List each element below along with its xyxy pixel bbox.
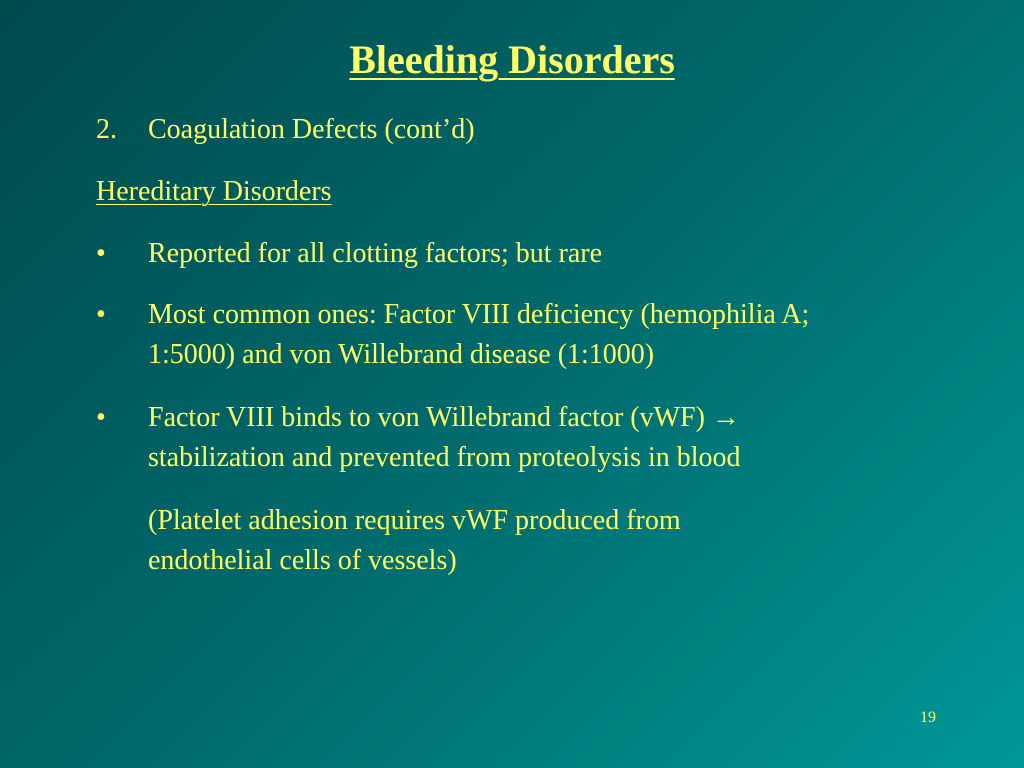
slide-title: Bleeding Disorders <box>349 37 675 82</box>
bullet-line: Most common ones: Factor VIII deficiency (hemophilia A; <box>148 299 810 330</box>
bullet-text <box>148 295 976 375</box>
bullet-text <box>148 234 976 274</box>
numbered-item-text: Coagulation Defects (cont’d) <box>148 114 475 145</box>
subheading-row <box>96 172 976 212</box>
bullet-line: 1:5000) and von Willebrand disease (1:1000) <box>148 339 655 370</box>
note-line: endothelial cells of vessels) <box>148 545 457 576</box>
bullet-item <box>96 234 976 274</box>
bullet-text <box>148 398 976 478</box>
bullet-marker: • <box>96 238 106 269</box>
numbered-item <box>96 110 976 150</box>
note-line: (Platelet adhesion requires vWF produced from <box>148 505 681 536</box>
bullet-line: Reported for all clotting factors; but rare <box>148 238 603 269</box>
bullet-item <box>96 295 976 375</box>
bullet-item <box>96 398 976 478</box>
bullet-marker: • <box>96 402 106 433</box>
note-text <box>148 501 976 581</box>
bullet-marker: • <box>96 299 106 330</box>
note-item <box>96 501 976 581</box>
bullet-line: Factor VIII binds to von Willebrand factor (vWF) → <box>148 402 740 433</box>
bullet-line: stabilization and prevented from proteolysis in blood <box>148 442 741 473</box>
subheading: Hereditary Disorders <box>96 176 332 207</box>
item-number: 2. <box>96 114 117 145</box>
page-number: 19 <box>920 709 936 726</box>
